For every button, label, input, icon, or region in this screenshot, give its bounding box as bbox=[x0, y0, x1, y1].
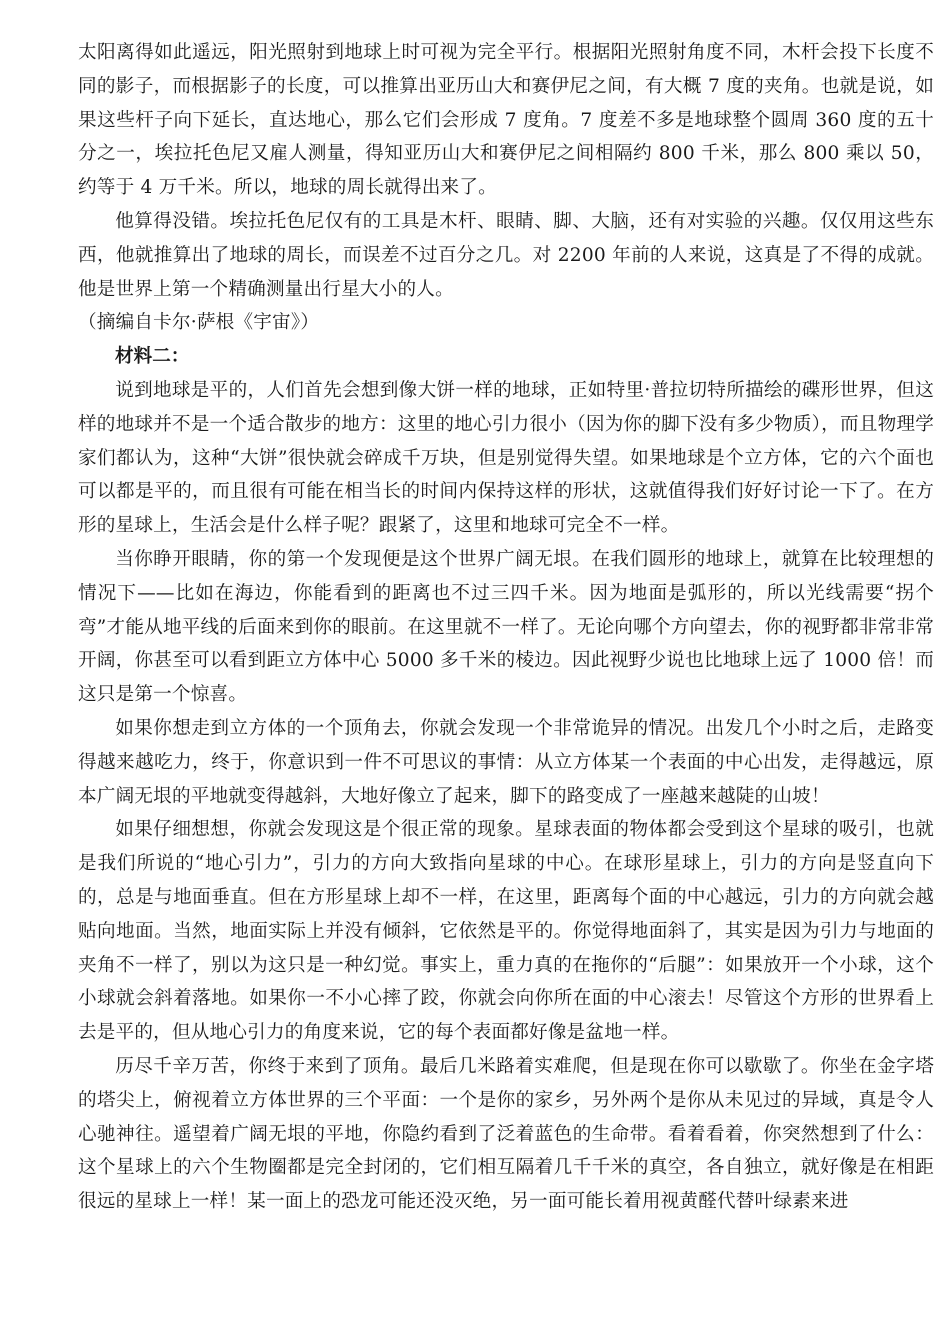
paragraph-reaching-vertex: 历尽千辛万苦，你终于来到了顶角。最后几米路着实难爬，但是现在你可以歇歇了。你坐在金字塔的塔尖上，俯视着立方体世界的三个平面：一个是你的家乡，另外两个是你从未见过的异域，真是令人心驰神往。遥望着广阔无垠的平地，你隐约看到了泛着蓝色的生命带。看着看着，你突然想到了什么：这个星球上的六个生物圈都是完全封闭的，它们相互隔着几千千米的真空，各自独立，就好像是在相距很远的星球上一样！某一面上的恐龙可能还没灭绝，另一面可能长着用视黄醛代替叶绿素来进 bbox=[78, 1055, 934, 1213]
document-page bbox=[78, 36, 934, 1219]
section-heading-material-two: 材料二： bbox=[115, 346, 190, 368]
paragraph-earth-circumference-method: 太阳离得如此遥远，阳光照射到地球上时可视为完全平行。根据阳光照射角度不同，木杆会投下长度不同的影子，而根据影子的长度，可以推算出亚历山大和赛伊尼之间，有大概 7 度的夹角。也就是说，如果这些杆子向下延长，直达地心，那么它们会形成 7 度角。7 度差不多是地球整个圆周 360 度的五十分之一，埃拉托色尼又雇人测量，得知亚历山大和赛伊尼之间相隔约 800 千米，那么 800 乘以 50，约等于 4 万千米。所以，地球的周长就得出来了。 bbox=[78, 42, 934, 199]
paragraph-vast-view: 当你睁开眼睛，你的第一个发现便是这个世界广阔无垠。在我们圆形的地球上，就算在比较理想的情况下——比如在海边，你能看到的距离也不过三四千米。因为地面是弧形的，所以光线需要“拐个弯”才能从地平线的后面来到你的眼前。在这里就不一样了。无论向哪个方向望去，你的视野都非常非常开阔，你甚至可以看到距立方体中心 5000 多千米的棱边。因此视野少说也比地球上远了 1000 倍！而这只是第一个惊喜。 bbox=[78, 548, 934, 706]
paragraph-flat-earth-intro: 说到地球是平的，人们首先会想到像大饼一样的地球，正如特里·普拉切特所描绘的碟形世界，但这样的地球并不是一个适合散步的地方：这里的地心引力很小（因为你的脚下没有多少物质），而且物理学家们都认为，这种“大饼”很快就会碎成千万块，但是别觉得失望。如果地球是个立方体，它的六个面也可以都是平的，而且很有可能在相当长的时间内保持这样的形状，这就值得我们好好讨论一下了。在方形的星球上，生活会是什么样子呢？跟紧了，这里和地球可完全不一样。 bbox=[78, 379, 934, 537]
source-citation: （摘编自卡尔·萨根《宇宙》） bbox=[78, 312, 320, 334]
paragraph-gravity-explanation: 如果仔细想想，你就会发现这是个很正常的现象。星球表面的物体都会受到这个星球的吸引，也就是我们所说的“地心引力”，引力的方向大致指向星球的中心。在球形星球上，引力的方向是竖直向下的，总是与地面垂直。但在方形星球上却不一样，在这里，距离每个面的中心越远，引力的方向就会越贴向地面。当然，地面实际上并没有倾斜，它依然是平的。你觉得地面斜了，其实是因为引力与地面的夹角不一样了，别以为这只是一种幻觉。事实上，重力真的在拖你的“后腿”：如果放开一个小球，这个小球就会斜着落地。如果你一不小心摔了跤，你就会向你所在面的中心滚去！尽管这个方形的世界看上去是平的，但从地心引力的角度来说，它的每个表面都好像是盆地一样。 bbox=[78, 819, 934, 1044]
paragraph-eratosthenes-achievement: 他算得没错。埃拉托色尼仅有的工具是木杆、眼睛、脚、大脑，还有对实验的兴趣。仅仅用这些东西，他就推算出了地球的周长，而误差不过百分之几。对 2200 年前的人来说，这真是了不得的成就。他是世界上第一个精确测量出行星大小的人。 bbox=[78, 210, 934, 300]
paragraph-walking-to-corner: 如果你想走到立方体的一个顶角去，你就会发现一个非常诡异的情况。出发几个小时之后，走路变得越来越吃力，终于，你意识到一件不可思议的事情：从立方体某一个表面的中心出发，走得越远，原本广阔无垠的平地就变得越斜，大地好像立了起来，脚下的路变成了一座越来越陡的山坡！ bbox=[78, 717, 934, 807]
